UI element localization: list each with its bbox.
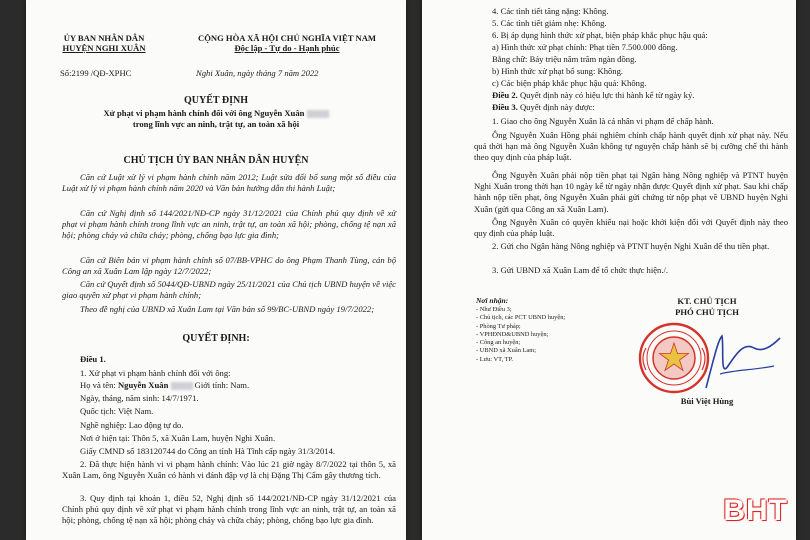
main-penalty: a) Hình thức xử phạt chính: Phạt tiền 7.500.000 đồng. <box>492 42 678 52</box>
compliance-paragraph: Ông Nguyễn Xuân Hồng phải nghiêm chỉnh chấp hành quyết định xử phạt này. Nếu quá thời hạn mà ông Nguyễn Xuân không tự nguyện chấp hành sẽ bị cưỡng chế thi hành theo quy định của pháp luật. <box>474 130 788 163</box>
appeal-paragraph: Ông Nguyễn Xuân có quyền khiếu nại hoặc khởi kiện đối với Quyết định này theo quy định của pháp luật. <box>474 217 788 239</box>
mitigating-circumstances: 5. Các tình tiết giảm nhẹ: Không. <box>492 18 607 28</box>
name-label: Họ và tên: <box>80 380 116 390</box>
decides-heading: QUYẾT ĐỊNH: <box>182 333 250 344</box>
violator-occupation: Nghề nghiệp: Lao động tự do. <box>80 420 184 430</box>
legal-basis-5: Theo đề nghị của UBND xã Xuân Lam tại Văn bản số 99/BC-UBND ngày 19/7/2022; <box>80 304 375 314</box>
bht-watermark-logo: BHT <box>723 494 788 527</box>
violator-nationality: Quốc tịch: Việt Nam. <box>80 406 154 416</box>
subtitle-line1: Xử phạt vi phạm hành chính đối với ông Nguyễn Xuân <box>103 108 305 118</box>
penalty-in-words: Bằng chữ: Bảy triệu năm trăm ngàn đồng. <box>492 54 637 64</box>
decision-subtitle <box>26 108 406 119</box>
additional-penalty: b) Hình thức xử phạt bổ sung: Không. <box>492 66 624 76</box>
red-seal-and-signature <box>634 318 784 400</box>
decision-title: QUYẾT ĐỊNH <box>184 95 248 106</box>
violator-gender: Giới tính: Nam. <box>194 380 250 390</box>
signer-title: PHÓ CHỦ TỊCH <box>675 307 739 317</box>
article-1-item-1: 1. Xử phạt vi phạm hành chính đối với ông: <box>80 368 231 378</box>
recipient-item: - Chủ tịch, các PCT UBND huyện; <box>476 314 566 322</box>
recipients-title: Nơi nhận: <box>476 296 509 305</box>
redaction-blur <box>307 110 329 118</box>
authority-heading: CHỦ TỊCH ỦY BAN NHÂN DÂN HUYỆN <box>123 155 309 166</box>
issuing-org-line2: HUYỆN NGHI XUÂN <box>62 43 146 53</box>
place-date: Nghi Xuân, ngày tháng 7 năm 2022 <box>196 68 319 78</box>
decision-page-left <box>26 0 406 540</box>
legal-basis-4: Căn cứ Quyết định số 5044/QĐ-UBND ngày 25/11/2021 của Chủ tịch UBND huyện về việc giao quyền xử phạt vi phạm hành chính; <box>62 279 396 301</box>
document-number: Số:2199 /QĐ-XPHC <box>60 68 132 78</box>
payment-paragraph: Ông Nguyễn Xuân phải nộp tiền phạt tại Ngân hàng Nông nghiệp và PTNT huyện Nghi Xuân trong thời hạn 10 ngày kể từ ngày nhận được Quyết định xử phạt. Sau khi chấp hành nộp tiền phạt, ông Nguyễn Xuân phải gửi chứng từ nộp phạt về UBND huyện Nghi Xuân (gửi qua Công an xã Xuân Lam). <box>474 170 788 214</box>
recipient-item: - Như Điều 3; <box>476 306 512 313</box>
delivery-item-2: 2. Gửi cho Ngân hàng Nông nghiệp và PTNT huyện Nghi Xuân để thu tiền phạt. <box>492 241 770 251</box>
decision-page-right <box>422 0 796 540</box>
article-1-item-2: 2. Đã thực hiện hành vi vi phạm hành chính: Vào lúc 21 giờ ngày 8/7/2022 tại thôn 5, xã Xuân Lam, ông Nguyễn Xuân có hành vi đánh đập vợ là chị Đặng Thị Cẩm gây thương tích. <box>62 459 396 481</box>
recipient-item: - Công an huyện; <box>476 339 521 347</box>
signer-capacity: KT. CHỦ TỊCH <box>677 296 737 306</box>
redaction-blur <box>171 382 193 390</box>
violator-name: Nguyễn Xuân <box>117 380 169 390</box>
nation-header: CỘNG HÒA XÃ HỘI CHỦ NGHĨA VIỆT NAM <box>197 33 377 43</box>
delivery-item-1: 1. Giao cho ông Nguyễn Xuân là cá nhân vi phạm để chấp hành. <box>492 116 714 126</box>
recipient-item: - VPHĐND&UBND huyện; <box>476 330 549 338</box>
recipient-item: - Lưu: VT, TP. <box>476 355 514 363</box>
recipient-item: - Phòng Tư pháp; <box>476 322 521 330</box>
subtitle-line2: trong lĩnh vực an ninh, trật tự, an toàn xã hội <box>132 119 300 129</box>
article-2 <box>492 90 694 101</box>
article-1-item-3: 3. Quy định tại khoản 1, điều 52, Nghị định số 144/2021/NĐ-CP ngày 31/12/2021 của Chính phủ quy định về xử phạt vi phạm hành chính trong lĩnh vực an ninh, trật tự, an toàn xã hội; phòng, chống tệ nạn xã hội; phòng cháy và chữa cháy; phòng, chống bạo lực gia đình. <box>62 493 396 526</box>
recipients-list <box>476 306 565 364</box>
remedial-measures: c) Các biện pháp khắc phục hậu quả: Không. <box>492 78 647 88</box>
signer-name: Bùi Việt Hùng <box>680 396 734 406</box>
legal-basis-1: Căn cứ Luật xử lý vi phạm hành chính năm 2012; Luật sửa đổi bổ sung một số điều của Luật xử lý vi phạm hành chính năm 2020 và Văn bản hướng dẫn thi hành Luật; <box>62 172 396 194</box>
article-1-heading: Điều 1. <box>80 354 106 364</box>
violator-id-card: Giấy CMND số 183120744 do Công an tỉnh Hà Tĩnh cấp ngày 31/3/2014. <box>80 446 336 456</box>
article-3-text: Quyết định này được: <box>519 102 595 112</box>
article-2-text: Quyết định này có hiệu lực thi hành kể từ ngày ký. <box>519 90 695 100</box>
nation-motto: Độc lập - Tự do - Hạnh phúc <box>234 43 340 53</box>
legal-basis-2: Căn cứ Nghị định số 144/2021/NĐ-CP ngày 31/12/2021 của Chính phủ quy định về xử phạt vi phạm hành chính trong lĩnh vực an ninh, trật tự, an toàn xã hội; phòng, chống tệ nạn xã hội; phòng cháy và chữa cháy; phòng, chống bạo lực gia đình; <box>62 208 396 241</box>
delivery-item-3: 3. Gửi UBND xã Xuân Lam để tổ chức thực hiện./. <box>492 265 669 275</box>
violator-residence: Nơi ở hiện tại: Thôn 5, xã Xuân Lam, huyện Nghi Xuân. <box>80 433 276 443</box>
sanctions-heading: 6. Bị áp dụng hình thức xử phạt, biện pháp khắc phục hậu quả: <box>492 30 708 40</box>
article-2-heading: Điều 2. <box>492 90 518 100</box>
article-3 <box>492 102 595 113</box>
recipient-item: - UBND xã Xuân Lam; <box>476 347 536 355</box>
violator-dob: Ngày, tháng, năm sinh: 14/7/1971. <box>80 393 199 403</box>
article-3-heading: Điều 3. <box>492 102 518 112</box>
issuing-org-line1: ỦY BAN NHÂN DÂN <box>63 33 145 43</box>
aggravating-circumstances: 4. Các tình tiết tăng nặng: Không. <box>492 6 609 16</box>
legal-basis-3: Căn cứ Biên bản vi phạm hành chính số 07/BB-VPHC do ông Phạm Thanh Tùng, cán bộ Công an xã Xuân Lam lập ngày 12/7/2022; <box>62 255 396 277</box>
violator-name-row <box>80 380 249 391</box>
